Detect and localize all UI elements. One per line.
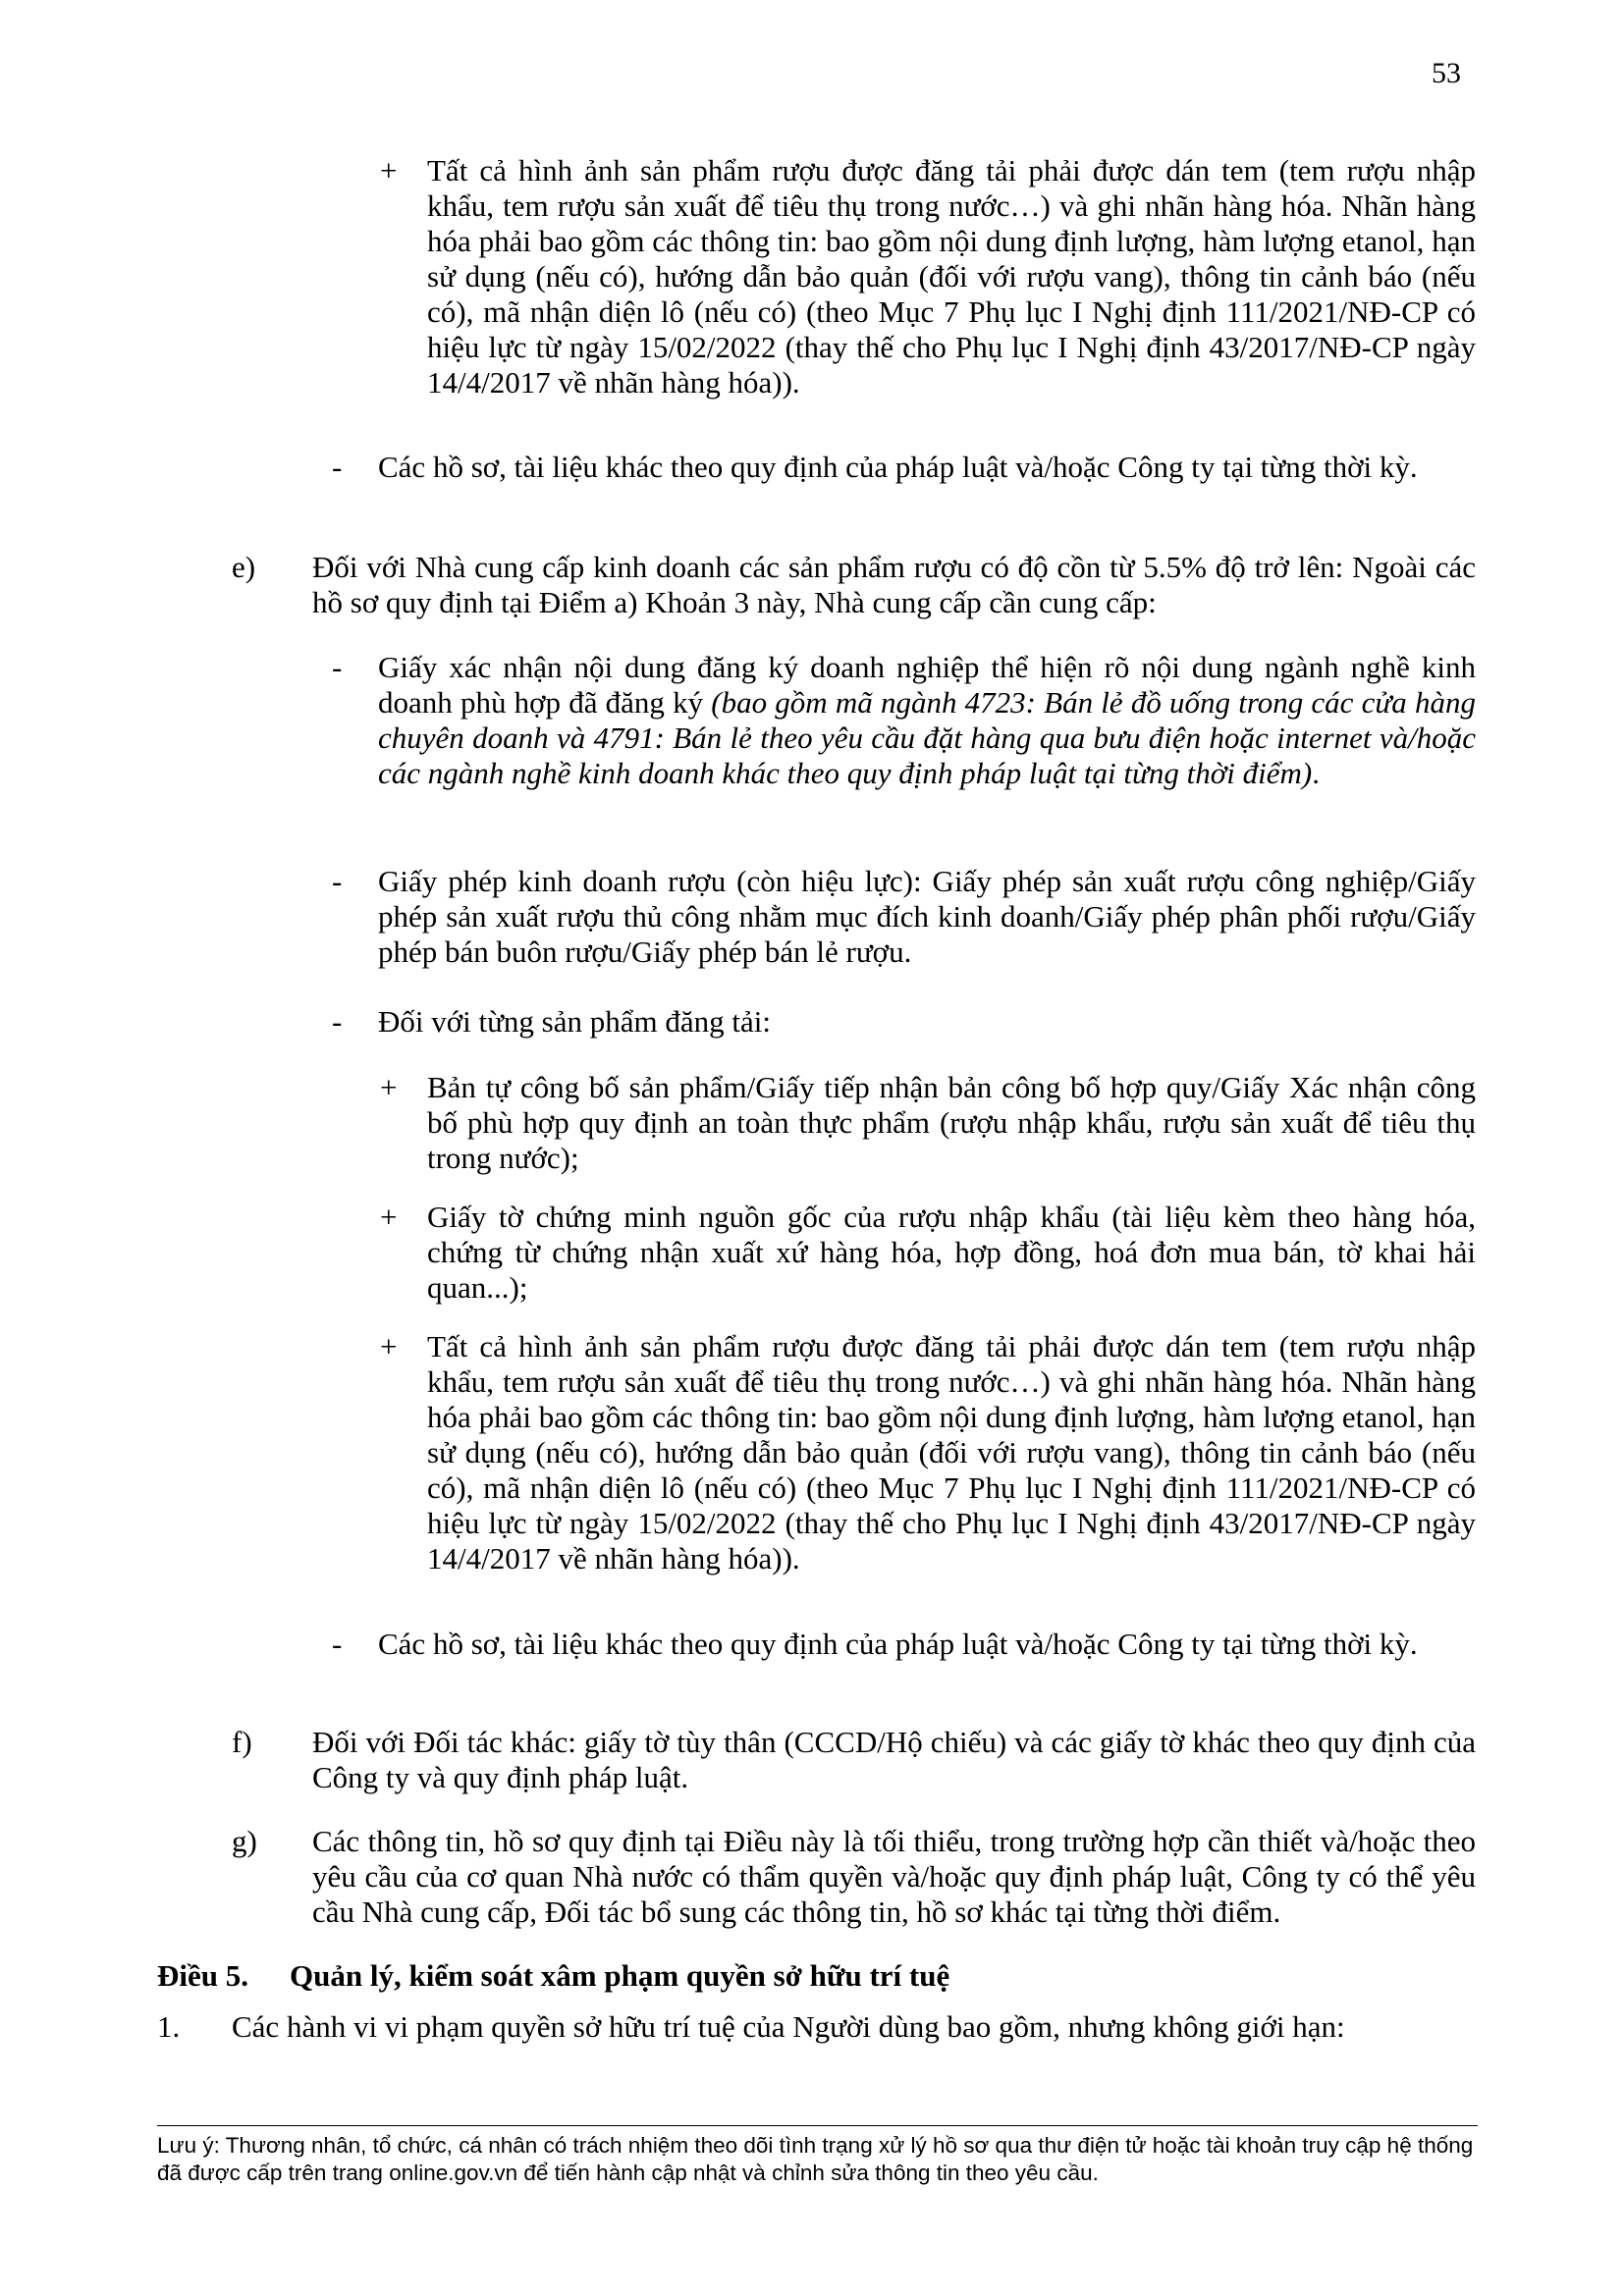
item-marker-e: e) <box>232 550 256 584</box>
page-number: 53 <box>1432 57 1461 89</box>
list-item-text: Giấy phép kinh doanh rượu (còn hiệu lực): Giấy phép sản xuất rượu công nghiệp/Giấy phép sản xuất rượu thủ công nhằm mục đích kinh doanh/Giấy phép phân phối rượu/Giấy phép bán buôn rượu/Giấy phép bán lẻ rượu. <box>378 864 1476 969</box>
list-item-text: Các hành vi vi phạm quyền sở hữu trí tuệ của Người dùng bao gồm, nhưng không giới hạn: <box>232 2009 1345 2044</box>
list-item-text: Đối với từng sản phẩm đăng tải: <box>378 1004 771 1039</box>
list-item <box>332 650 1476 791</box>
list-item-text: Giấy tờ chứng minh nguồn gốc của rượu nhập khẩu (tài liệu kèm theo hàng hóa, chứng từ chứng nhận xuất xứ hàng hóa, hợp đồng, hoá đơn mua bán, tờ khai hải quan...); <box>427 1200 1476 1305</box>
list-item-text: Đối với Đối tác khác: giấy tờ tùy thân (CCCD/Hộ chiếu) và các giấy tờ khác theo quy định của Công ty và quy định pháp luật. <box>312 1725 1476 1794</box>
list-item <box>332 1627 1476 1662</box>
dash-marker: - <box>332 650 343 684</box>
plus-marker: + <box>380 1070 398 1104</box>
plus-marker: + <box>380 1200 398 1234</box>
list-item <box>332 864 1476 970</box>
list-item <box>332 450 1476 485</box>
footer-note: Lưu ý: Thương nhân, tổ chức, cá nhân có trách nhiệm theo dõi tình trạng xử lý hồ sơ qua thư điện tử hoặc tài khoản truy cập hệ thống đã được cấp trên trang online.gov.vn để tiến hành cập nhật và chỉnh sửa thông tin theo yêu cầu. <box>157 2133 1474 2185</box>
dash-marker: - <box>332 1627 343 1661</box>
list-item <box>332 1004 1476 1040</box>
dash-marker: - <box>332 864 343 898</box>
list-item <box>380 153 1476 400</box>
list-item-text: Tất cả hình ảnh sản phẩm rượu được đăng tải phải được dán tem (tem rượu nhập khẩu, tem rượu sản xuất để tiêu thụ trong nước…) và ghi nhãn hàng hóa. Nhãn hàng hóa phải bao gồm các thông tin: bao gồm nội dung định lượng, hàm lượng etanol, hạn sử dụng (nếu có), hướng dẫn bảo quản (đối với rượu vang), thông tin cảnh báo (nếu có), mã nhận diện lô (nếu có) (theo Mục 7 Phụ lục I Nghị định 111/2021/NĐ-CP có hiệu lực từ ngày 15/02/2022 (thay thế cho Phụ lục I Nghị định 43/2017/NĐ-CP ngày 14/4/2017 về nhãn hàng hóa)). <box>427 1329 1476 1575</box>
list-item-text: Giấy xác nhận nội dung đăng ký doanh nghiệp thể hiện rõ nội dung ngành nghề kinh doanh phù hợp đã đăng ký (bao gồm mã ngành 4723: Bán lẻ đồ uống trong các cửa hàng chuyên doanh và 4791: Bán lẻ theo yêu cầu đặt hàng qua bưu điện hoặc internet và/hoặc các ngành nghề kinh doanh khác theo quy định pháp luật tại từng thời điểm). <box>378 650 1476 790</box>
item-number: 1. <box>157 2009 181 2044</box>
item-marker-g: g) <box>232 1824 257 1858</box>
list-item-f <box>232 1725 1476 1795</box>
dash-marker: - <box>332 450 343 484</box>
item-marker-f: f) <box>232 1725 252 1759</box>
list-item-e <box>232 550 1476 620</box>
list-item-text: Các hồ sơ, tài liệu khác theo quy định của pháp luật và/hoặc Công ty tại từng thời kỳ. <box>378 1627 1418 1661</box>
list-item-text: Bản tự công bố sản phẩm/Giấy tiếp nhận bản công bố hợp quy/Giấy Xác nhận công bố phù hợp quy định an toàn thực phẩm (rượu nhập khẩu, rượu sản xuất để tiêu thụ trong nước); <box>427 1070 1476 1175</box>
list-item <box>380 1329 1476 1576</box>
list-item-text: Các thông tin, hồ sơ quy định tại Điều này là tối thiểu, trong trường hợp cần thiết và/hoặc theo yêu cầu của cơ quan Nhà nước có thẩm quyền và/hoặc quy định pháp luật, Công ty có thể yêu cầu Nhà cung cấp, Đối tác bổ sung các thông tin, hồ sơ khác tại từng thời điểm. <box>312 1824 1476 1929</box>
plus-marker: + <box>380 1329 398 1363</box>
plus-marker: + <box>380 153 398 187</box>
list-item-text: Các hồ sơ, tài liệu khác theo quy định của pháp luật và/hoặc Công ty tại từng thời kỳ. <box>378 450 1418 484</box>
list-item <box>380 1200 1476 1306</box>
footer-divider <box>157 2125 1478 2126</box>
numbered-item <box>157 2009 1476 2045</box>
list-item-g <box>232 1824 1476 1930</box>
dash-marker: - <box>332 1004 343 1039</box>
list-item-text: Tất cả hình ảnh sản phẩm rượu được đăng tải phải được dán tem (tem rượu nhập khẩu, tem rượu sản xuất để tiêu thụ trong nước…) và ghi nhãn hàng hóa. Nhãn hàng hóa phải bao gồm các thông tin: bao gồm nội dung định lượng, hàm lượng etanol, hạn sử dụng (nếu có), hướng dẫn bảo quản (đối với rượu vang), thông tin cảnh báo (nếu có), mã nhận diện lô (nếu có) (theo Mục 7 Phụ lục I Nghị định 111/2021/NĐ-CP có hiệu lực từ ngày 15/02/2022 (thay thế cho Phụ lục I Nghị định 43/2017/NĐ-CP ngày 14/4/2017 về nhãn hàng hóa)). <box>427 153 1476 400</box>
article-label: Điều 5. <box>157 1958 248 1993</box>
list-item <box>380 1070 1476 1176</box>
article-title: Quản lý, kiểm soát xâm phạm quyền sở hữu trí tuệ <box>290 1958 950 1993</box>
list-item-text: Đối với Nhà cung cấp kinh doanh các sản phẩm rượu có độ cồn từ 5.5% độ trở lên: Ngoài các hồ sơ quy định tại Điểm a) Khoản 3 này, Nhà cung cấp cần cung cấp: <box>312 550 1476 619</box>
